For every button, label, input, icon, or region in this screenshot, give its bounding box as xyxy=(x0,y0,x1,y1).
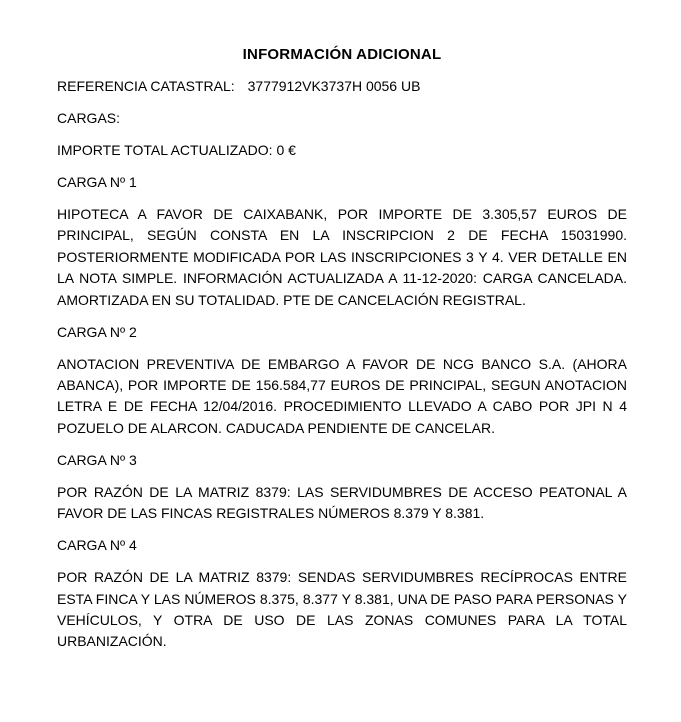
document-title: INFORMACIÓN ADICIONAL xyxy=(242,46,442,63)
importe-total-line xyxy=(57,140,627,161)
importe-total-value: 0 € xyxy=(276,142,296,158)
carga-1-body: HIPOTECA A FAVOR DE CAIXABANK, POR IMPORTE DE 3.305,57 EUROS DE PRINCIPAL, SEGÚN CONSTA EN LA INSCRIPCION 2 DE FECHA 15031990. POSTERIORMENTE MODIFICADA POR LAS INSCRIPCIONES 3 Y 4. VER DETALLE EN LA NOTA SIMPLE. INFORMACIÓN ACTUALIZADA A 11-12-2020: CARGA CANCELADA. AMORTIZADA EN SU TOTALIDAD. PTE DE CANCELACIÓN REGISTRAL. xyxy=(57,206,627,308)
carga-section-3 xyxy=(57,450,627,525)
carga-3-body: POR RAZÓN DE LA MATRIZ 8379: LAS SERVIDUMBRES DE ACCESO PEATONAL A FAVOR DE LAS FINCAS REGISTRALES NÚMEROS 8.379 Y 8.381. xyxy=(57,483,627,522)
carga-2-heading: CARGA Nº 2 xyxy=(57,323,137,340)
carga-3-heading: CARGA Nº 3 xyxy=(57,451,137,468)
carga-4-heading: CARGA Nº 4 xyxy=(57,537,137,554)
carga-section-4 xyxy=(57,535,627,653)
referencia-catastral-label: REFERENCIA CATASTRAL: xyxy=(57,78,235,94)
cargas-header: CARGAS: xyxy=(57,110,121,126)
importe-total-label: IMPORTE TOTAL ACTUALIZADO: xyxy=(57,142,273,158)
carga-2-body: ANOTACION PREVENTIVA DE EMBARGO A FAVOR DE NCG BANCO S.A. (AHORA ABANCA), POR IMPORTE DE 156.584,77 EUROS DE PRINCIPAL, SEGUN ANOTACION LETRA E DE FECHA 12/04/2016. PROCEDIMIENTO LLEVADO A CABO POR JPI N 4 POZUELO DE ALARCON. CADUCADA PENDIENTE DE CANCELAR. xyxy=(57,355,627,436)
carga-1-heading: CARGA Nº 1 xyxy=(57,174,137,190)
carga-section-1 xyxy=(57,172,627,311)
carga-section-2 xyxy=(57,322,627,440)
carga-4-body: POR RAZÓN DE LA MATRIZ 8379: SENDAS SERVIDUMBRES RECÍPROCAS ENTRE ESTA FINCA Y LAS NÚMEROS 8.375, 8.377 Y 8.381, UNA DE PASO PARA PERSONAS Y VEHÍCULOS, Y OTRA DE USO DE LAS ZONAS COMUNES PARA LA TOTAL URBANIZACIÓN. xyxy=(57,569,627,650)
referencia-catastral-value: 3777912VK3737H 0056 UB xyxy=(247,78,421,94)
referencia-catastral-line xyxy=(57,76,627,97)
